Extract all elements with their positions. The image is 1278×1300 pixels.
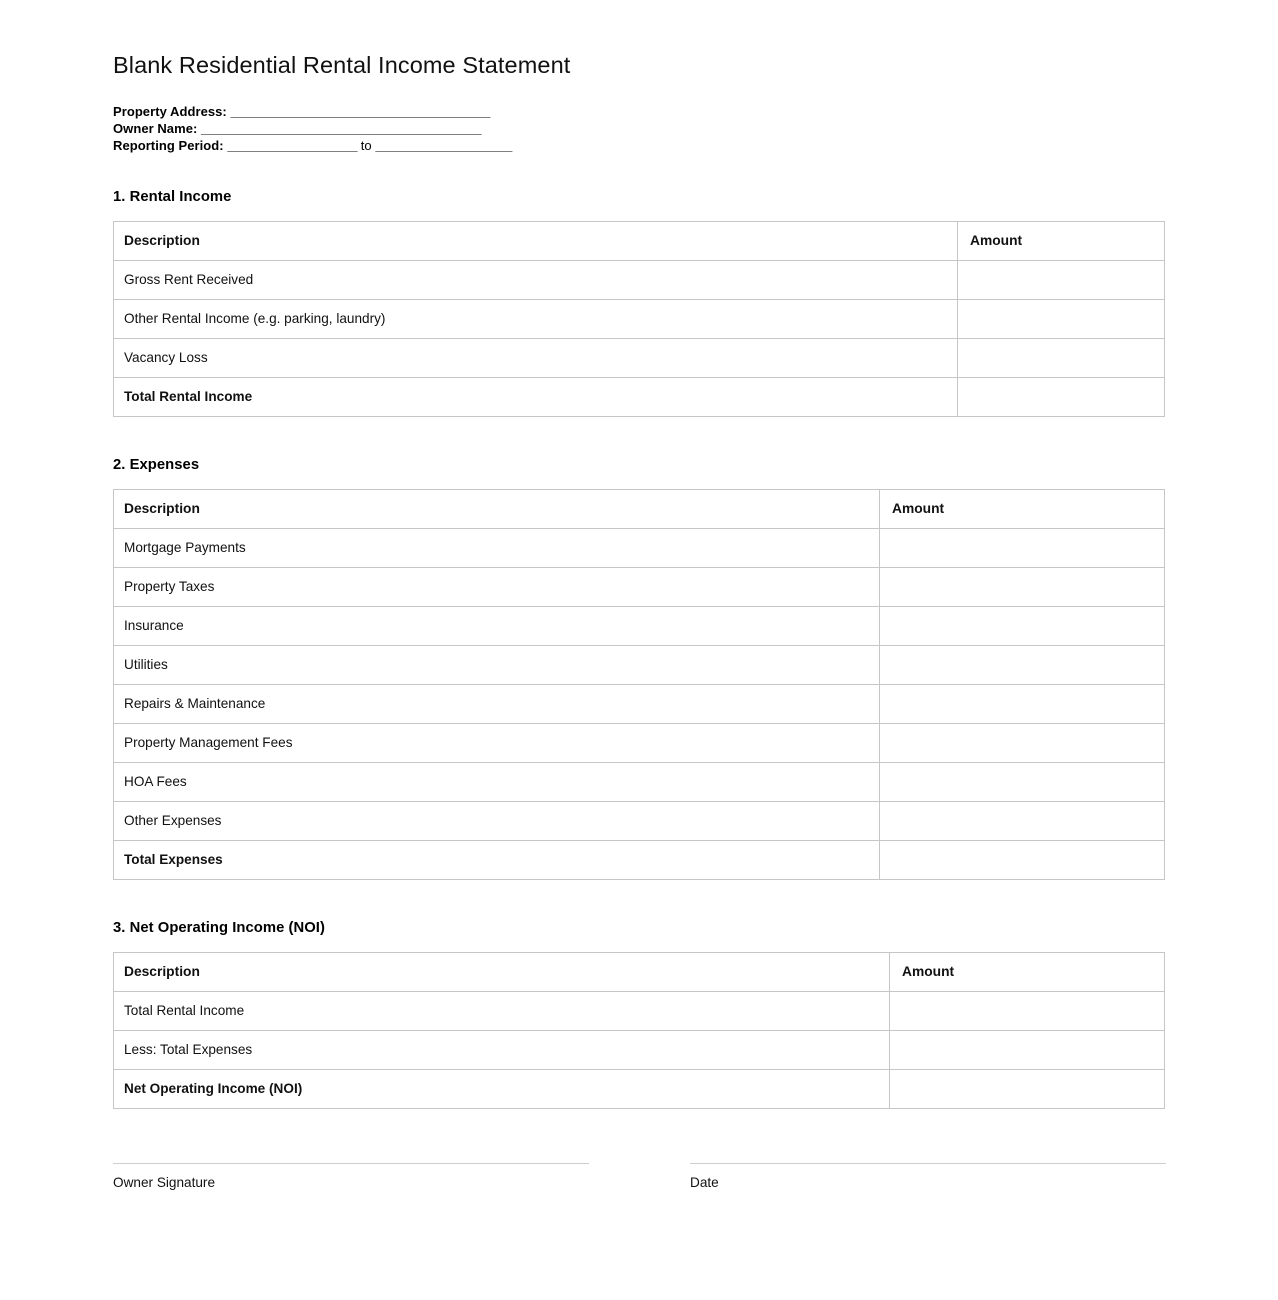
- owner-signature-block: [113, 1163, 589, 1191]
- table-row: [114, 528, 1165, 567]
- row-label-property-taxes: Property Taxes: [114, 567, 880, 606]
- reporting-period-row: [113, 137, 1165, 154]
- table-header-row: [114, 221, 1165, 260]
- owner-signature-line[interactable]: [113, 1163, 589, 1164]
- column-header-description: Description: [114, 221, 958, 260]
- table-row-total: [114, 377, 1165, 416]
- column-header-amount: Amount: [880, 489, 1165, 528]
- amount-input-vacancy-loss[interactable]: [958, 338, 1165, 377]
- row-label-total-expenses: Total Expenses: [114, 840, 880, 879]
- section-heading-net-operating-income: 3. Net Operating Income (NOI): [113, 919, 325, 936]
- row-label-less-total-expenses: Less: Total Expenses: [114, 1030, 890, 1069]
- table-row: [114, 338, 1165, 377]
- column-header-amount: Amount: [958, 221, 1165, 260]
- reporting-period-end-rule[interactable]: ____________________: [375, 138, 512, 154]
- rental-income-table: [113, 221, 1165, 417]
- owner-name-row: [113, 120, 1165, 137]
- table-row: [114, 260, 1165, 299]
- amount-input-property-management-fees[interactable]: [880, 723, 1165, 762]
- table-row-total: [114, 1069, 1165, 1108]
- row-label-gross-rent-received: Gross Rent Received: [114, 260, 958, 299]
- property-address-input-rule[interactable]: ______________________________________: [230, 104, 491, 119]
- table-header-row: [114, 489, 1165, 528]
- amount-input-noi-total-rental-income[interactable]: [890, 991, 1165, 1030]
- row-label-utilities: Utilities: [114, 645, 880, 684]
- page-title: Blank Residential Rental Income Statement: [113, 52, 571, 78]
- row-label-property-management-fees: Property Management Fees: [114, 723, 880, 762]
- row-label-total-rental-income: Total Rental Income: [114, 377, 958, 416]
- amount-input-repairs-maintenance[interactable]: [880, 684, 1165, 723]
- table-row: [114, 991, 1165, 1030]
- signature-footer: [113, 1163, 1165, 1223]
- amount-input-total-rental-income[interactable]: [958, 377, 1165, 416]
- section-heading-expenses: 2. Expenses: [113, 456, 200, 473]
- reporting-period-label: Reporting Period:: [113, 138, 224, 154]
- row-label-other-expenses: Other Expenses: [114, 801, 880, 840]
- amount-input-utilities[interactable]: [880, 645, 1165, 684]
- amount-input-gross-rent-received[interactable]: [958, 260, 1165, 299]
- column-header-description: Description: [114, 489, 880, 528]
- amount-input-other-expenses[interactable]: [880, 801, 1165, 840]
- amount-input-other-rental-income[interactable]: [958, 299, 1165, 338]
- row-label-hoa-fees: HOA Fees: [114, 762, 880, 801]
- table-row: [114, 299, 1165, 338]
- table-row: [114, 801, 1165, 840]
- expenses-table: [113, 489, 1165, 880]
- table-row: [114, 762, 1165, 801]
- column-header-amount: Amount: [890, 952, 1165, 991]
- amount-input-net-operating-income[interactable]: [890, 1069, 1165, 1108]
- amount-input-mortgage-payments[interactable]: [880, 528, 1165, 567]
- table-row: [114, 645, 1165, 684]
- net-operating-income-table: [113, 952, 1165, 1109]
- table-row: [114, 567, 1165, 606]
- property-address-row: [113, 103, 1165, 120]
- table-row: [114, 606, 1165, 645]
- row-label-mortgage-payments: Mortgage Payments: [114, 528, 880, 567]
- owner-name-label: Owner Name:: [113, 121, 198, 137]
- section-heading-rental-income: 1. Rental Income: [113, 188, 232, 205]
- date-label: Date: [690, 1175, 719, 1190]
- property-address-label: Property Address:: [113, 104, 227, 119]
- amount-input-hoa-fees[interactable]: [880, 762, 1165, 801]
- reporting-period-start-rule[interactable]: ___________________: [227, 138, 358, 154]
- row-label-net-operating-income: Net Operating Income (NOI): [114, 1069, 890, 1108]
- owner-name-input-rule[interactable]: _________________________________________: [201, 121, 482, 137]
- row-label-insurance: Insurance: [114, 606, 880, 645]
- row-label-other-rental-income: Other Rental Income (e.g. parking, laundry): [114, 299, 958, 338]
- table-row: [114, 1030, 1165, 1069]
- owner-signature-label: Owner Signature: [113, 1175, 216, 1190]
- column-header-description: Description: [114, 952, 890, 991]
- row-label-vacancy-loss: Vacancy Loss: [114, 338, 958, 377]
- date-block: [690, 1163, 1166, 1191]
- amount-input-less-total-expenses[interactable]: [890, 1030, 1165, 1069]
- amount-input-insurance[interactable]: [880, 606, 1165, 645]
- reporting-period-between-label: to: [357, 138, 376, 154]
- amount-input-total-expenses[interactable]: [880, 840, 1165, 879]
- date-line[interactable]: [690, 1163, 1166, 1164]
- row-label-repairs-maintenance: Repairs & Maintenance: [114, 684, 880, 723]
- meta-fields: [113, 103, 1165, 155]
- row-label-total-rental-income: Total Rental Income: [114, 991, 890, 1030]
- table-row: [114, 723, 1165, 762]
- amount-input-property-taxes[interactable]: [880, 567, 1165, 606]
- table-row: [114, 684, 1165, 723]
- table-header-row: [114, 952, 1165, 991]
- table-row-total: [114, 840, 1165, 879]
